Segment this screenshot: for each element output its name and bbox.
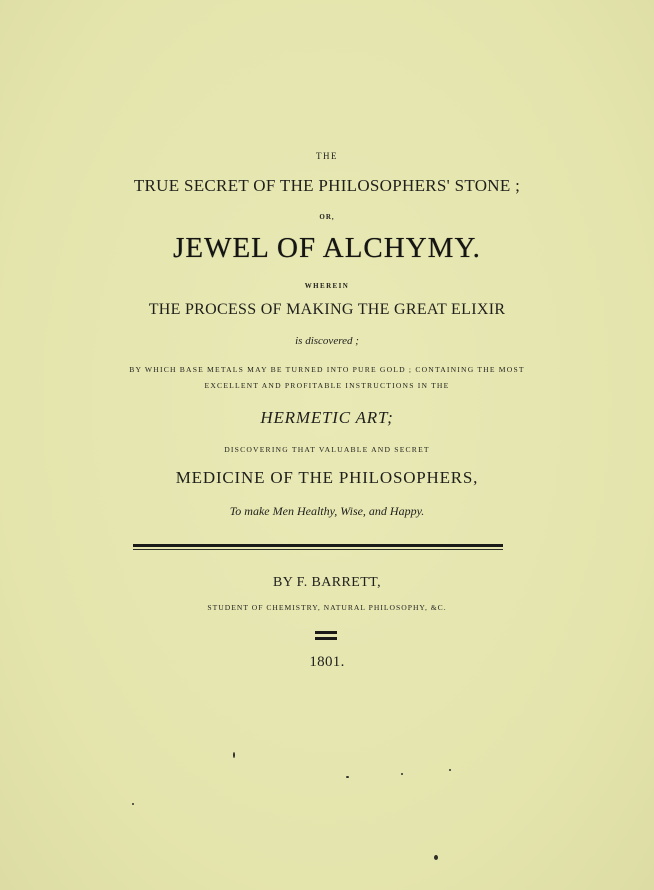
title-hermetic-art: HERMETIC ART; xyxy=(260,408,394,427)
title-article: THE xyxy=(316,151,338,161)
short-rule-bottom xyxy=(315,637,337,640)
author-name: BY F. BARRETT, xyxy=(273,575,381,590)
title-motto: To make Men Healthy, Wise, and Happy. xyxy=(229,504,425,518)
title-discovered: is discovered ; xyxy=(295,335,359,347)
title-jewel-of-alchymy: JEWEL OF ALCHYMY. xyxy=(173,232,481,264)
title-or: OR, xyxy=(319,213,335,221)
title-process: THE PROCESS OF MAKING THE GREAT ELIXIR xyxy=(148,301,506,318)
title-base-metals: BY WHICH BASE METALS MAY BE TURNED INTO PURE GOLD ; CONTAINING THE MOST xyxy=(129,365,525,374)
paper-speck xyxy=(132,803,134,805)
title-excellent-instructions: EXCELLENT AND PROFITABLE INSTRUCTIONS IN THE xyxy=(204,381,450,390)
paper-speck xyxy=(233,752,235,758)
paper-speck xyxy=(434,855,438,860)
author-credentials: STUDENT OF CHEMISTRY, NATURAL PHILOSOPHY, &C. xyxy=(207,603,447,612)
double-rule-thin xyxy=(133,549,503,550)
paper-speck xyxy=(346,776,349,778)
title-discovering: DISCOVERING THAT VALUABLE AND SECRET xyxy=(224,445,430,454)
paper-speck xyxy=(401,773,403,775)
title-medicine: MEDICINE OF THE PHILOSOPHERS, xyxy=(175,468,479,487)
publication-year: 1801. xyxy=(309,654,345,670)
title-wherein: WHEREIN xyxy=(304,282,350,290)
title-true-secret: TRUE SECRET OF THE PHILOSOPHERS' STONE ; xyxy=(133,176,521,195)
short-rule-top xyxy=(315,631,337,634)
double-rule-thick xyxy=(133,544,503,547)
paper-speck xyxy=(449,769,451,771)
